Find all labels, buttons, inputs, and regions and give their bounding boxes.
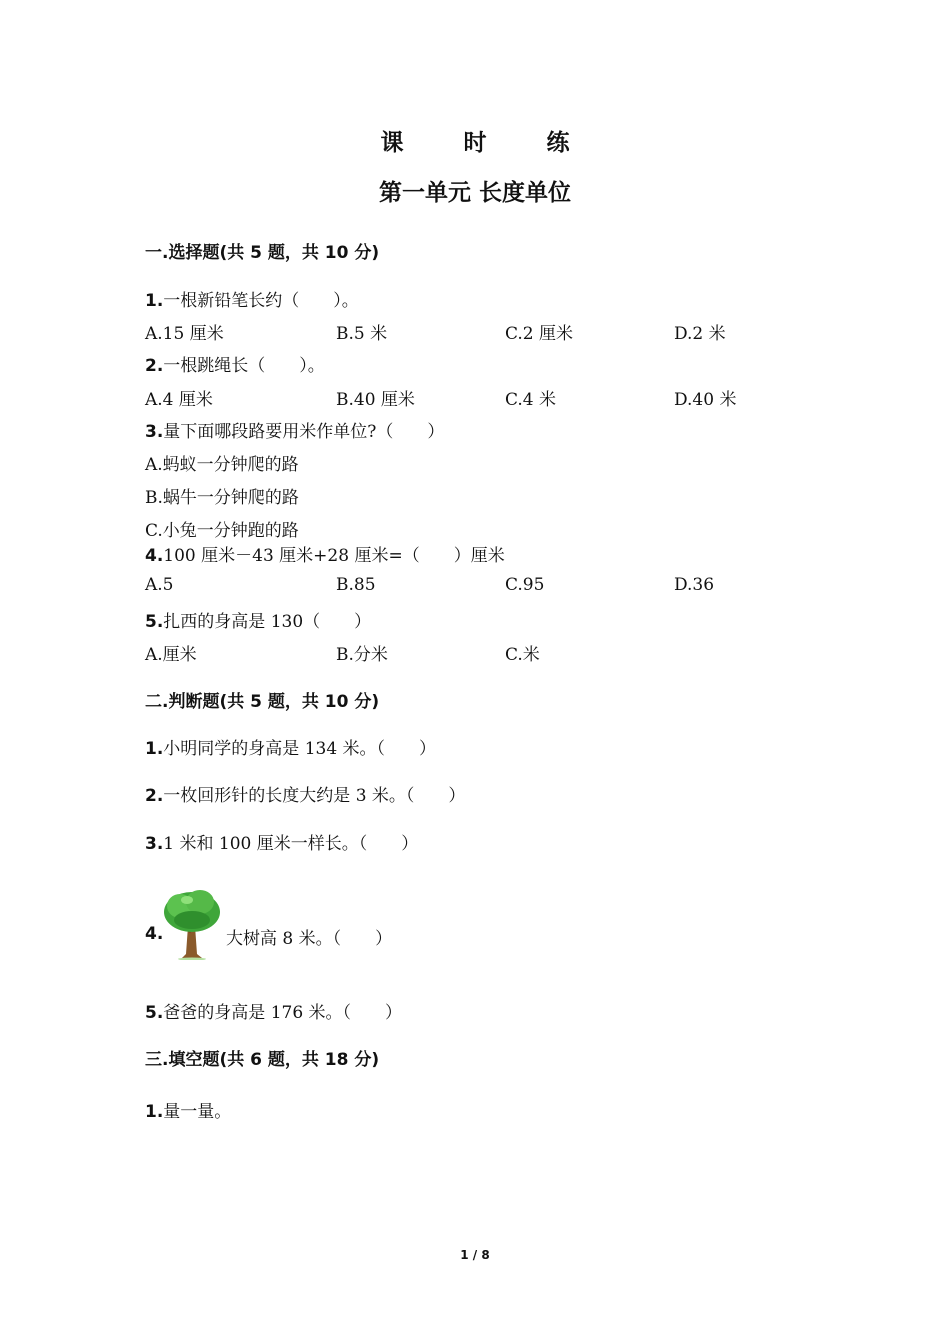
question-number: 1. — [145, 739, 164, 759]
question-text: 量下面哪段路要用米作单位?（ ） — [163, 422, 445, 442]
question-number: 3. — [145, 422, 164, 442]
question-text: 爸爸的身高是 176 米。（ ） — [163, 1003, 403, 1023]
question-number: 2. — [145, 356, 164, 376]
option-d: D.40 米 — [674, 390, 737, 410]
question-text: 一根新铅笔长约（ ）。 — [163, 291, 359, 311]
question-2-4: 大树高 8 米。（ ） — [226, 929, 393, 949]
option-b: B.分米 — [336, 645, 388, 665]
question-text: 扎西的身高是 130（ ） — [163, 612, 372, 632]
option-b: B.40 厘米 — [336, 390, 415, 410]
question-2-1 — [145, 734, 436, 759]
option-b: B.5 米 — [336, 324, 388, 344]
question-1-4 — [145, 541, 505, 566]
question-2-2 — [145, 781, 465, 806]
section-heading-judgement: 二.判断题(共 5 题，共 10 分) — [145, 692, 380, 712]
question-number: 5. — [145, 1003, 164, 1023]
question-text: 1 米和 100 厘米一样长。（ ） — [163, 834, 419, 854]
question-1-1 — [145, 286, 359, 311]
option-c: C.小兔一分钟跑的路 — [145, 521, 299, 541]
question-text: 一根跳绳长（ ）。 — [163, 356, 325, 376]
option-a: A.厘米 — [145, 645, 197, 665]
question-2-5 — [145, 998, 402, 1023]
question-number: 1. — [145, 1102, 164, 1122]
option-d: D.36 — [674, 575, 715, 595]
section-heading-fill-blank: 三.填空题(共 6 题，共 18 分) — [145, 1050, 380, 1070]
page-number: 1 / 8 — [460, 1248, 490, 1262]
tree-icon — [162, 886, 222, 960]
question-1-5 — [145, 607, 371, 632]
option-c: C.米 — [505, 645, 540, 665]
option-b: B.85 — [336, 575, 376, 595]
question-number: 2. — [145, 786, 164, 806]
unit-subtitle: 第一单元 长度单位 — [378, 180, 571, 206]
option-c: C.2 厘米 — [505, 324, 574, 344]
question-2-4-number — [145, 924, 163, 944]
option-c: C.4 米 — [505, 390, 557, 410]
question-number: 5. — [145, 612, 164, 632]
question-number: 4. — [145, 924, 164, 944]
option-a: A.蚂蚁一分钟爬的路 — [145, 455, 299, 475]
question-3-1 — [145, 1097, 231, 1122]
option-a: A.5 — [145, 575, 174, 595]
option-a: A.15 厘米 — [145, 324, 224, 344]
question-text: 小明同学的身高是 134 米。（ ） — [163, 739, 437, 759]
option-b: B.蜗牛一分钟爬的路 — [145, 488, 299, 508]
question-1-3 — [145, 417, 444, 442]
option-d: D.2 米 — [674, 324, 726, 344]
question-text: 量一量。 — [163, 1102, 232, 1122]
section-heading-choice: 一.选择题(共 5 题，共 10 分) — [145, 243, 380, 263]
option-c: C.95 — [505, 575, 545, 595]
question-number: 1. — [145, 291, 164, 311]
question-2-3 — [145, 829, 418, 854]
question-1-2 — [145, 351, 325, 376]
question-text: 一枚回形针的长度大约是 3 米。（ ） — [163, 786, 466, 806]
page-title: 课 时 练 — [380, 130, 596, 156]
question-text: 100 厘米－43 厘米+28 厘米=（ ）厘米 — [163, 546, 505, 566]
option-a: A.4 厘米 — [145, 390, 213, 410]
question-number: 3. — [145, 834, 164, 854]
question-number: 4. — [145, 546, 164, 566]
